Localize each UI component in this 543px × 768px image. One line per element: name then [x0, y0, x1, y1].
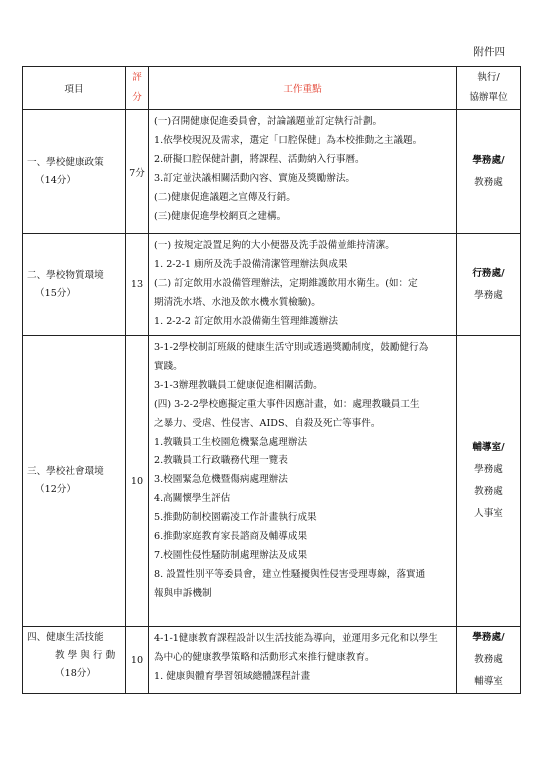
unit-cell: 行務處/ 學務處	[457, 234, 521, 336]
table-row	[23, 627, 521, 694]
table-row	[23, 234, 521, 336]
focus-cell: 4-1-1健康教育課程設計以生活技能為導向，並運用多元化和以學生 為中心的健康教學策略和活動形式來推行健康教育。 1. 健康與體育學習領域總體課程計畫	[149, 627, 457, 694]
points-cell: 13	[126, 234, 149, 336]
focus-cell: (一)召開健康促進委員會，討論議題並訂定執行計劃。 1.依學校現況及需求，選定「口腔保健」為本校推動之主議題。 2.研擬口腔保健計劃，將課程、活動納入行事曆。 3.訂定並決議相關活動內容、實施及獎勵辦法。 (二)健康促進議題之宣傳及行銷。 (三)健康促進學校網頁之建構。	[149, 110, 457, 234]
table-row	[23, 110, 521, 234]
table-row	[23, 336, 521, 627]
header-unit: 執行/ 協辦單位	[457, 67, 521, 110]
table-header-row	[23, 67, 521, 110]
points-cell: 7分	[126, 110, 149, 234]
category-cell: 三、學校社會環境 （12分）	[23, 336, 126, 627]
category-cell: 一、學校健康政策 （14分）	[23, 110, 126, 234]
points-cell: 10	[126, 627, 149, 694]
health-promotion-table	[22, 66, 521, 694]
header-focus: 工作重點	[149, 67, 457, 110]
category-cell: 四、健康生活技能 教 學 與 行 動 （18分）	[23, 627, 126, 694]
unit-cell: 學務處/ 教務處	[457, 110, 521, 234]
unit-cell: 輔導室/ 學務處 教務處 人事室	[457, 336, 521, 627]
category-cell: 二、學校物質環境 （15分）	[23, 234, 126, 336]
header-item: 項目	[23, 67, 126, 110]
focus-cell: 3-1-2學校制訂班級的健康生活守則或透過獎勵制度，鼓勵健行為 實踐。 3-1-3辦理教職員工健康促進相關活動。 (四) 3-2-2學校應擬定重大事件因應計畫，如：處理教職員工生 之暴力、受虐、性侵害、AIDS、自殺及死亡等事件。 1.教職員工生校園危機緊急處理辦法 2.教職員工行政職務代理一覽表 3.校園緊急危機暨傷病處理辦法 4.高關懷學生評估 5.推動防制校園霸凌工作計畫執行成果 6.推動家庭教育家長諮商及輔導成果 7.校園性侵性騷防制處理辦法及成果 8. 設置性別平等委員會，建立性騷擾與性侵害受理專線，落實通 報與申訴機制	[149, 336, 457, 627]
focus-cell: (一) 按規定設置足夠的大小便器及洗手設備並維持清潔。 1. 2-2-1 廁所及洗手設備清潔管理辦法與成果 (二) 訂定飲用水設備管理辦法，定期維護飲用水衛生。(如：定 期清洗水塔、水池及飲水機水質檢驗)。 1. 2-2-2 訂定飲用水設備衛生管理維護辦法	[149, 234, 457, 336]
points-cell: 10	[126, 336, 149, 627]
header-score: 評 分	[126, 67, 149, 110]
annex-label: 附件四	[473, 46, 505, 58]
unit-cell: 學務處/ 教務處 輔導室	[457, 627, 521, 694]
